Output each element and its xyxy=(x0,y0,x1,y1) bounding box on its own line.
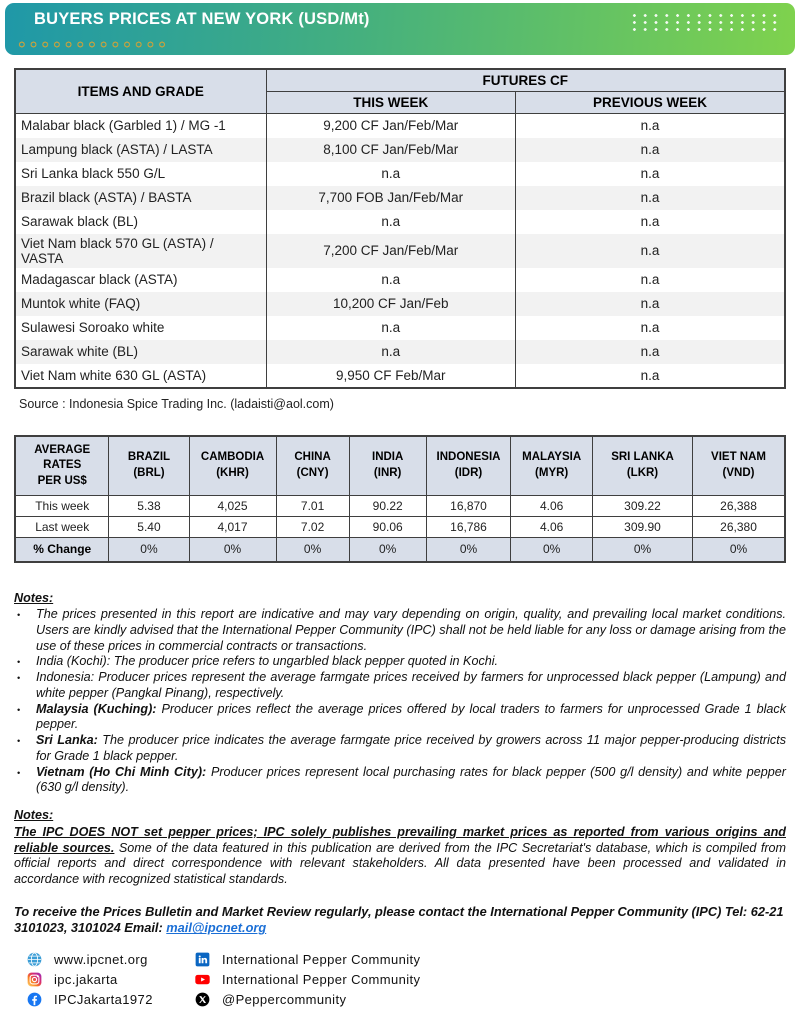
instagram-icon xyxy=(27,972,42,987)
social-handle: International Pepper Community xyxy=(222,951,421,967)
rate-cell: 90.06 xyxy=(349,517,426,538)
row-label: % Change xyxy=(15,538,109,562)
table-row xyxy=(15,210,785,234)
rate-cell: 5.40 xyxy=(109,517,189,538)
currency-column-header xyxy=(189,436,276,496)
futures-table xyxy=(14,68,786,389)
rate-cell: 26,380 xyxy=(693,517,785,538)
currency-code: (INR) xyxy=(373,466,402,479)
note-body: Producer prices reflect the average prices offered by local traders to farmers for unprocessed Grade 1 black pepper. xyxy=(36,701,786,732)
header-banner xyxy=(5,3,795,55)
futures-cf-header: FUTURES CF xyxy=(266,69,785,92)
list-item xyxy=(14,607,786,654)
item-cell: Sarawak black (BL) xyxy=(15,210,266,234)
bullet-icon xyxy=(14,607,36,654)
note-text xyxy=(36,702,786,733)
globe-icon xyxy=(27,952,42,967)
previous-week-cell: n.a xyxy=(515,268,785,292)
table-row xyxy=(15,138,785,162)
previous-week-header: PREVIOUS WEEK xyxy=(515,92,785,114)
table-row xyxy=(15,234,785,268)
rates-row-last-week xyxy=(15,517,785,538)
dots-pattern-icon xyxy=(629,12,781,33)
previous-week-cell: n.a xyxy=(515,234,785,268)
table-row xyxy=(15,268,785,292)
social-link-instagram[interactable] xyxy=(27,971,195,987)
table-header-row xyxy=(15,69,785,92)
currency-code: (BRL) xyxy=(133,466,165,479)
social-handle: IPCJakarta1972 xyxy=(54,991,153,1007)
currency-code: (MYR) xyxy=(535,466,569,479)
rate-cell: 4,017 xyxy=(189,517,276,538)
item-cell: Viet Nam white 630 GL (ASTA) xyxy=(15,364,266,388)
disclaimer-lead: The IPC DOES NOT set pepper prices; IPC solely publishes prevailing market prices as reported from various origins and reliable sources. xyxy=(14,824,786,855)
social-link-website[interactable] xyxy=(27,951,195,967)
note-text xyxy=(36,670,786,701)
previous-week-cell: n.a xyxy=(515,316,785,340)
bullet-icon xyxy=(14,733,36,764)
previous-week-cell: n.a xyxy=(515,186,785,210)
country-name: CAMBODIA xyxy=(200,451,265,464)
previous-week-cell: n.a xyxy=(515,114,785,138)
page-title: BUYERS PRICES AT NEW YORK (USD/Mt) xyxy=(34,10,370,28)
item-cell: Sarawak white (BL) xyxy=(15,340,266,364)
currency-column-header xyxy=(276,436,349,496)
this-week-cell: 9,200 CF Jan/Feb/Mar xyxy=(266,114,515,138)
note-text xyxy=(36,765,786,796)
table-row xyxy=(15,292,785,316)
country-name: BRAZIL xyxy=(127,451,171,464)
this-week-cell: n.a xyxy=(266,210,515,234)
rate-cell: 7.02 xyxy=(276,517,349,538)
item-cell: Malabar black (Garbled 1) / MG -1 xyxy=(15,114,266,138)
rate-cell: 309.90 xyxy=(592,517,692,538)
bullet-icon xyxy=(14,670,36,701)
this-week-cell: n.a xyxy=(266,268,515,292)
row-label: This week xyxy=(15,496,109,517)
rate-cell: 16,786 xyxy=(426,517,511,538)
table-row xyxy=(15,340,785,364)
item-cell: Madagascar black (ASTA) xyxy=(15,268,266,292)
rate-cell: 4.06 xyxy=(511,517,593,538)
note-lead: Vietnam (Ho Chi Minh City): xyxy=(36,764,207,779)
note-body: The prices presented in this report are indicative and may vary depending on origin, quality, and prevailing local market conditions. Users are kindly advised that the International Pepper Community (IPC) shall not be held liable for any loss or damage arising from the use of these prices in commercial contracts or transactions. xyxy=(36,607,786,653)
list-item xyxy=(14,654,786,670)
currency-code: (LKR) xyxy=(626,466,659,479)
currency-code: (VND) xyxy=(722,466,755,479)
item-cell: Muntok white (FAQ) xyxy=(15,292,266,316)
social-link-linkedin[interactable] xyxy=(195,951,786,967)
this-week-cell: 9,950 CF Feb/Mar xyxy=(266,364,515,388)
country-name: INDIA xyxy=(372,451,404,464)
currency-column-header xyxy=(426,436,511,496)
previous-week-cell: n.a xyxy=(515,210,785,234)
social-handle: ipc.jakarta xyxy=(54,971,118,987)
item-cell: Brazil black (ASTA) / BASTA xyxy=(15,186,266,210)
currency-code: (IDR) xyxy=(454,466,483,479)
rate-cell: 16,870 xyxy=(426,496,511,517)
item-cell: Sulawesi Soroako white xyxy=(15,316,266,340)
social-handle: www.ipcnet.org xyxy=(54,951,148,967)
notes-disclaimer-section xyxy=(14,808,786,888)
average-rates-header xyxy=(15,436,109,496)
currency-column-header xyxy=(349,436,426,496)
this-week-cell: n.a xyxy=(266,316,515,340)
currency-code: (CNY) xyxy=(296,466,329,479)
rate-cell: 0% xyxy=(592,538,692,562)
rate-cell: 90.22 xyxy=(349,496,426,517)
disclaimer-paragraph xyxy=(14,825,786,888)
currency-column-header xyxy=(592,436,692,496)
rate-cell: 26,388 xyxy=(693,496,785,517)
social-link-x[interactable] xyxy=(195,991,786,1007)
bullet-icon xyxy=(14,702,36,733)
bullet-icon xyxy=(14,765,36,796)
previous-week-cell: n.a xyxy=(515,340,785,364)
this-week-cell: 10,200 CF Jan/Feb xyxy=(266,292,515,316)
linkedin-icon xyxy=(195,952,210,967)
notes-title: Notes: xyxy=(14,808,54,823)
item-cell: Sri Lanka black 550 G/L xyxy=(15,162,266,186)
rate-cell: 5.38 xyxy=(109,496,189,517)
currency-column-header xyxy=(693,436,785,496)
currency-code: (KHR) xyxy=(216,466,249,479)
currency-column-header xyxy=(511,436,593,496)
previous-week-cell: n.a xyxy=(515,292,785,316)
notes-title: Notes: xyxy=(14,590,54,605)
list-item xyxy=(14,670,786,701)
contact-text: To receive the Prices Bulletin and Market Review regularly, please contact the International Pepper Community (IPC) Tel: 62-21 3101023, 3101024 Email: xyxy=(14,903,784,936)
rate-cell: 7.01 xyxy=(276,496,349,517)
rate-cell: 0% xyxy=(349,538,426,562)
country-name: SRI LANKA xyxy=(611,451,674,464)
social-link-youtube[interactable] xyxy=(195,971,786,987)
social-column-left xyxy=(27,951,195,1007)
social-handle: International Pepper Community xyxy=(222,971,421,987)
gold-circles-icon xyxy=(16,40,168,49)
previous-week-cell: n.a xyxy=(515,138,785,162)
country-name: VIET NAM xyxy=(711,451,766,464)
rate-cell: 0% xyxy=(426,538,511,562)
table-row xyxy=(15,364,785,388)
contact-paragraph xyxy=(14,904,786,937)
rate-cell: 309.22 xyxy=(592,496,692,517)
this-week-cell: 7,200 CF Jan/Feb/Mar xyxy=(266,234,515,268)
rate-cell: 4.06 xyxy=(511,496,593,517)
note-body: India (Kochi): The producer price refers to ungarbled black pepper quoted in Kochi. xyxy=(36,654,499,669)
rate-cell: 0% xyxy=(109,538,189,562)
rate-cell: 0% xyxy=(276,538,349,562)
x-icon xyxy=(195,992,210,1007)
notes-general-section xyxy=(14,591,786,797)
country-name: CHINA xyxy=(294,451,331,464)
social-column-right xyxy=(195,951,786,1007)
list-item xyxy=(14,765,786,796)
item-cell: Viet Nam black 570 GL (ASTA) / VASTA xyxy=(15,234,266,268)
note-body: The producer price indicates the average farmgate price received by growers across 11 major pepper-producing districts for Grade 1 black pepper. xyxy=(36,733,786,763)
table-row xyxy=(15,316,785,340)
average-rates-header-line: RATES xyxy=(43,459,82,472)
facebook-icon xyxy=(27,992,42,1007)
note-lead: Malaysia (Kuching): xyxy=(36,701,157,716)
social-links-footer xyxy=(14,951,786,1007)
bullet-icon xyxy=(14,654,36,670)
note-body: Indonesia: Producer prices represent the average farmgate prices received by farmers for unprocessed black pepper (Lampung) and white pepper (Pangkal Pinang), respectively. xyxy=(36,670,786,700)
social-link-facebook[interactable] xyxy=(27,991,195,1007)
average-rates-header-line: AVERAGE xyxy=(34,443,91,456)
table-row xyxy=(15,186,785,210)
previous-week-cell: n.a xyxy=(515,162,785,186)
disclaimer-text: Some of the data featured in this publication are derived from the IPC Secretariat's database, which is compiled from official reports and direct correspondence with relevant stakeholders. All data presented have been processed and validated in accordance with recognized statistical standards. xyxy=(14,840,787,887)
rate-cell: 4,025 xyxy=(189,496,276,517)
list-item xyxy=(14,733,786,764)
note-text xyxy=(36,607,786,654)
source-line: Source : Indonesia Spice Trading Inc. (ladaisti@aol.com) xyxy=(19,396,334,411)
rate-cell: 0% xyxy=(693,538,785,562)
this-week-cell: n.a xyxy=(266,340,515,364)
item-cell: Lampung black (ASTA) / LASTA xyxy=(15,138,266,162)
country-name: MALAYSIA xyxy=(522,451,582,464)
previous-week-cell: n.a xyxy=(515,364,785,388)
this-week-header: THIS WEEK xyxy=(266,92,515,114)
average-rates-header-line: PER US$ xyxy=(37,474,87,487)
rates-row-pct-change xyxy=(15,538,785,562)
this-week-cell: 7,700 FOB Jan/Feb/Mar xyxy=(266,186,515,210)
social-handle: @Peppercommunity xyxy=(222,991,347,1007)
list-item xyxy=(14,702,786,733)
rates-row-this-week xyxy=(15,496,785,517)
note-lead: Sri Lanka: xyxy=(36,733,98,748)
items-and-grade-header: ITEMS AND GRADE xyxy=(15,69,266,114)
rate-cell: 0% xyxy=(511,538,593,562)
country-name: INDONESIA xyxy=(436,451,501,464)
youtube-icon xyxy=(195,972,210,987)
table-row xyxy=(15,114,785,138)
rates-header-row xyxy=(15,436,785,496)
this-week-cell: 8,100 CF Jan/Feb/Mar xyxy=(266,138,515,162)
note-text xyxy=(36,733,786,764)
rate-cell: 0% xyxy=(189,538,276,562)
this-week-cell: n.a xyxy=(266,162,515,186)
email-link[interactable]: mail@ipcnet.org xyxy=(166,920,267,936)
currency-column-header xyxy=(109,436,189,496)
note-body: Producer prices represent local purchasing rates for black pepper (500 g/l density) and white pepper (630 g/l density). xyxy=(36,764,786,795)
table-row xyxy=(15,162,785,186)
row-label: Last week xyxy=(15,517,109,538)
average-rates-table xyxy=(14,435,786,563)
note-text xyxy=(36,654,786,670)
